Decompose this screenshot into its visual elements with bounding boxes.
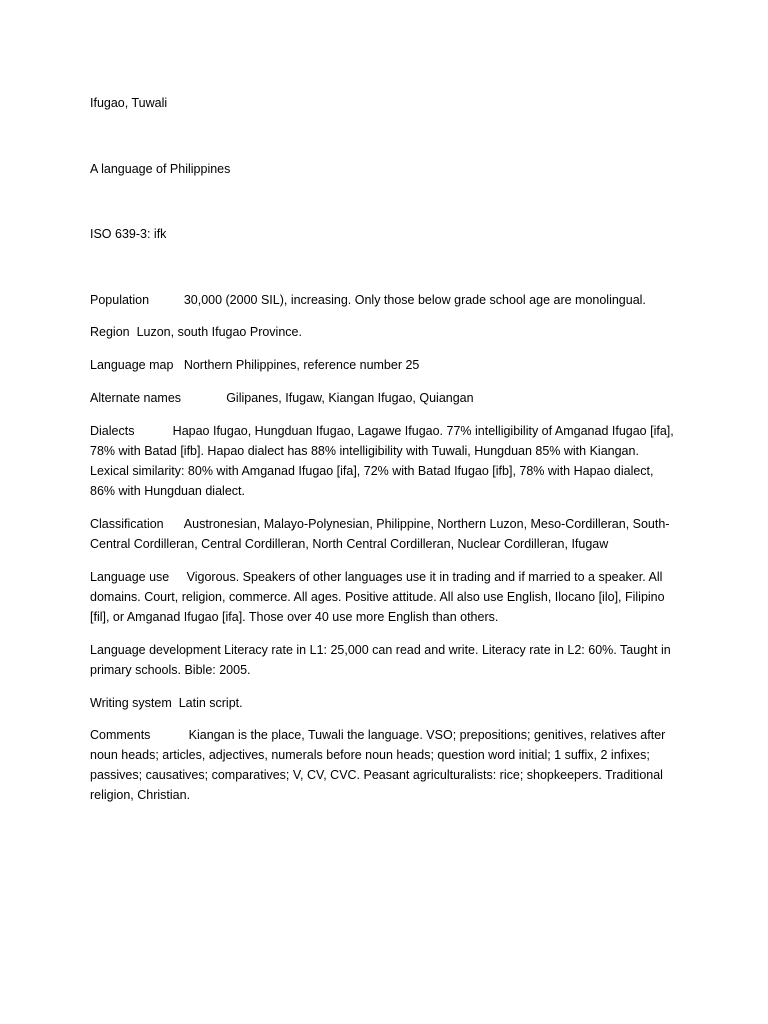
entry-label: Classification [90,517,164,531]
entry-text: Literacy rate in L1: 25,000 can read and write. Literacy rate in L2: 60%. Taught in primary schools. Bible: 2005. [90,643,671,677]
entry-alternate-names [90,388,680,408]
entry-label: Writing system [90,696,172,710]
entry-language-use [90,567,680,627]
document-subtitle: A language of Philippines [90,162,231,176]
entry-label: Comments [90,728,151,742]
entry-text: Austronesian, Malayo-Polynesian, Philippine, Northern Luzon, Meso-Cordilleran, South-Central Cordilleran, Central Cordilleran, North Central Cordilleran, Nuclear Cordilleran, Ifugaw [90,517,670,551]
entry-dialects [90,421,680,501]
entry-comments [90,725,680,805]
entry-region [90,322,680,342]
entry-language-map [90,355,680,375]
entry-label: Region [90,325,130,339]
entry-label: Language use [90,570,170,584]
entry-label: Language development [90,643,221,657]
entry-text: Kiangan is the place, Tuwali the language. VSO; prepositions; genitives, relatives after noun heads; articles, adjectives, numerals before noun heads; question word initial; 1 suffix, 2 infixes; passives; causatives; comparatives; V, CV, CVC. Peasant agriculturalists: rice; shopkeepers. Traditional religion, Christian. [90,728,666,802]
entry-label: Dialects [90,424,135,438]
entry-label: Language map [90,358,174,372]
entry-language-development [90,640,680,680]
iso-code: ISO 639-3: ifk [90,227,167,241]
entry-text: 30,000 (2000 SIL), increasing. Only those below grade school age are monolingual. [183,293,646,307]
entry-text: Northern Philippines, reference number 25 [183,358,420,372]
entry-classification [90,514,680,554]
entry-text: Gilipanes, Ifugaw, Kiangan Ifugao, Quiangan [226,391,474,405]
entry-label: Population [90,293,150,307]
entry-text: Latin script. [178,696,243,710]
entry-label: Alternate names [90,391,182,405]
entry-text: Vigorous. Speakers of other languages use it in trading and if married to a speaker. All domains. Court, religion, commerce. All ages. Positive attitude. All also use English, Ilocano [ilo], Filipino [fil], or Amganad Ifugao [ifa]. Those over 40 use more English than others. [90,570,665,624]
document-title: Ifugao, Tuwali [90,96,168,110]
entry-text: Hapao Ifugao, Hungduan Ifugao, Lagawe Ifugao. 77% intelligibility of Amganad Ifugao [ifa], 78% with Batad [ifb]. Hapao dialect has 88% intelligibility with Tuwali, Hungduan 85% with Kiangan. Lexical similarity: 80% with Amganad Ifugao [ifa], 72% with Batad Ifugao [ifb], 78% with Hapao dialect, 86% with Hungduan dialect. [90,424,674,498]
entry-population [90,290,680,310]
entry-text: Luzon, south Ifugao Province. [136,325,302,339]
entry-writing-system [90,693,680,713]
